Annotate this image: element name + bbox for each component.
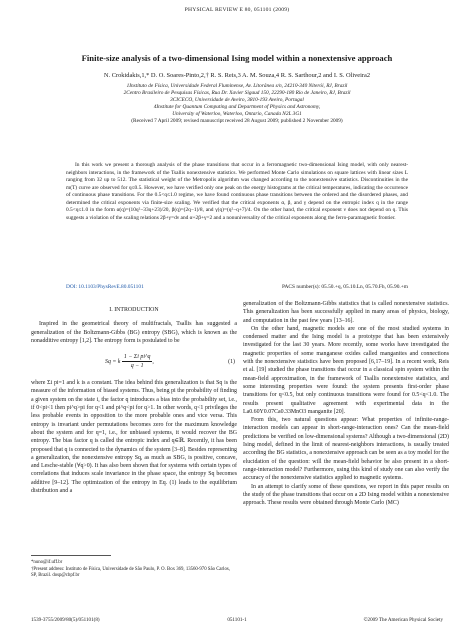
equation-body	[105, 353, 154, 371]
section-heading: I. INTRODUCTION	[109, 307, 159, 313]
footer-copyright: ©2009 The American Physical Society	[363, 617, 443, 623]
equation-lhs: Sq = k	[105, 359, 121, 366]
intro-paragraph-4: On the other hand, magnetic models are one of the most studied systems in condensed matter and the Ising model is a prototype that has been extensively investigated for the last 30 years. More recently, some works have investigated the magnetic properties of some manganese oxides called manganites and connections with the nonextensive statistics have been proposed [6,17–19]. In a recent work, Reis et al. [19] studied the phase transitions that occur in a classical spin system within the mean-field approximation, in the framework of Tsallis nonextensive statistics, and some interesting properties were found: the system presents first-order phase transitions for q<0.5, but only continuous transitions were found for 0.5<q<1.0. The results present qualitative agreement with experimental data in the La0.60Y0.07Ca0.33MnO3 manganite [20].	[243, 325, 449, 415]
footer-page-number: 051101-1	[227, 617, 247, 623]
abstract: In this work we present a thorough analysis of the phase transitions that occur in a ferromagnetic two-dimensional Ising model, with only nearest-neighbors interactions, in the framework of the Tsallis nonextensive statistics. We performed Monte Carlo simulations on square lattices with linear sizes L ranging from 32 up to 512. The statistical weight of the Metropolis algorithm was changed according to the nonextensive statistics. Discontinuities in the m(T) curve are observed for q≤0.5. However, we have verified only one peak on the energy histograms at the critical temperatures, indicating the occurrence of continuous phase transitions. For the 0.5<q≤1.0 regime, we have found continuous phase transitions between the ordered and the disordered phases, and determined the critical exponents via finite-size scaling. We verified that the critical exponents α, β, and γ depend on the entropic index q in the range 0.5<q≤1.0 in the form α(q)=(10q²−33q+23)/20, β(q)=(2q−1)/8, and γ(q)=(q²−q+7)/4. On the other hand, the critical exponent ν does not depend on q. This suggests a violation of the scaling relations 2β+γ=dν and α+2β+γ=2 and a nonuniversality of the critical exponents along the ferro-paramagnetic frontier.	[66, 162, 408, 221]
received-dates: (Received 7 April 2009; revised manuscript received 28 August 2009; published 2 November 2009)	[131, 118, 343, 125]
doi-link[interactable]: DOI: 10.1103/PhysRevE.80.051101	[66, 284, 144, 290]
footnotes	[31, 560, 237, 580]
author-list: N. Crokidakis,1,* D. O. Soares-Pinto,2,† R. S. Reis,3 A. M. Souza,4 R. S. Sarthour,2 and I. S. Oliveira2	[103, 72, 371, 79]
equation-numerator: 1 − Σi pi^q	[122, 353, 153, 362]
affiliation-4-cont: University of Waterloo, Waterloo, Ontario, Canada N2L 3G1	[172, 111, 302, 118]
equation-number: (1)	[228, 359, 235, 366]
pacs-numbers: PACS number(s): 05.50.+q, 05.10.Ln, 05.70.Fh, 05.90.+m	[282, 284, 408, 290]
intro-paragraph-5: From this, two natural questions appear: What properties of infinite-range-interaction models can appear in short-range-interaction ones? Can the mean-field predictions be verified on low-dimensional systems? Although a two-dimensional (2D) Ising model, defined in the limit of nearest-neighbors interactions, is usually treated according the BG statistics, a nonextensive approach can be seen as a toy model for the elucidation of the question: will the mean-field behavior be also present in a short-range-interaction model? Furthermore, using this kind of study one can also verify the accuracy of the nonextensive statistics applied to magnetic systems.	[243, 417, 449, 482]
affiliation-2: 2Centro Brasileiro de Pesquisas Físicas, Rua Dr. Xavier Sigaud 150, 22290-180 Rio de Janeiro, RJ, Brazil	[123, 90, 351, 97]
affiliation-3: 3CICECO, Universidade de Aveiro, 3810-193 Aveiro, Portugal	[170, 97, 304, 104]
intro-paragraph-3: generalization of the Boltzmann-Gibbs statistics that is called nonextensive statistics. This generalization has been successfully applied in many areas of physics, biology, and computation in the past few years [13–16].	[243, 301, 449, 324]
right-column	[243, 300, 449, 507]
equation-denominator: q − 1	[130, 363, 144, 370]
doi-row	[66, 284, 408, 290]
intro-paragraph-1: Inspired in the geometrical theory of multifractals, Tsallis has suggested a generalization of the Boltzmann-Gibbs (BG) entropy (SBG), which is known as the nonadditive entropy [1,2]. The entropy form is postulated to be	[31, 321, 237, 344]
affiliation-1: 1Instituto de Física, Universidade Federal Fluminense, Av. Litorânea s/n, 24210-340 Niterói, RJ, Brazil	[126, 83, 348, 89]
running-head: PHYSICAL REVIEW E 80, 051101 (2009)	[184, 7, 290, 13]
page-footer	[31, 617, 443, 623]
footer-issn: 1539-3755/2009/80(5)/051101(8)	[31, 617, 100, 623]
footnote-email-1: *nuno@if.uff.br	[31, 560, 63, 565]
intro-paragraph-2: where Σi pi=1 and k is a constant. The idea behind this generalization is that Sq is the measure of the information of biased systems. Thus, being pi the probability of finding a given system on the state i, the factor q introduces a bias into the probability set, i.e., if 0<pi<1 then pi^q>pi for q<1 and pi^q<pi for q>1. In other words, q<1 privileges the less probable events in opposition to the more probable ones and vice versa. This entropy is invariant under permutations becomes zero for the maximum knowledge about the system and for q=1, i.e., for unbiased systems, it would recover the BG entropy. The bias factor q is called the entropic index and q∈ℝ. Recently, it has been proposed that q is connected to the dynamics of the system [3–8]. Besides representing a generalization, the nonextensive entropy Sq, as much as SBG, is positive, concave, and Lesche-stable (∀q>0). It has also been shown that for systems with certain types of correlations that induces scale invariance in the phase space, the entropy Sq becomes additive [9–12]. The optimization of the entropy in Eq. (1) leads to the equilibrium distribution and a	[31, 380, 237, 495]
article-title: Finite-size analysis of a two-dimensional Ising model within a nonextensive approach	[81, 53, 393, 63]
intro-paragraph-6: In an attempt to clarify some of these questions, we report in this paper results on the study of the phase transitions that occur on a 2D Ising model within a nonextensive approach. These results were obtained through Monte Carlo (MC)	[243, 483, 449, 507]
equation-1	[31, 349, 237, 374]
footnote-rule	[31, 555, 111, 556]
equation-trail: ,	[152, 359, 154, 366]
affiliation-4: 4Institute for Quantum Computing and Department of Physics and Astronomy,	[153, 104, 321, 111]
affiliations	[30, 83, 444, 126]
footnote-address: †Present address: Instituto de Física, Universidade de São Paulo, P. O. Box 369, 13560-970 São Carlos, SP, Brazil. dosp@cbpf.br	[31, 566, 230, 579]
equation-fraction	[122, 353, 153, 371]
left-column	[31, 300, 237, 495]
